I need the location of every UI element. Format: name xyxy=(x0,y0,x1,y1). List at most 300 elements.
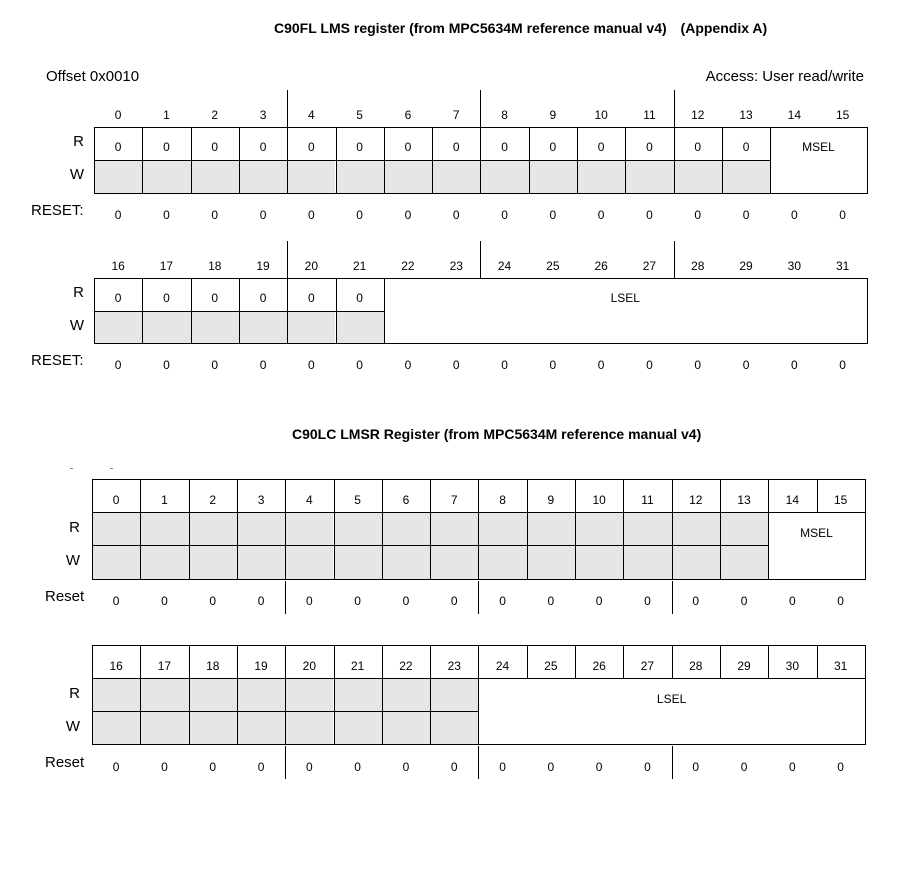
bit-number: 26 xyxy=(594,259,608,273)
write-cell xyxy=(336,160,384,193)
bit-divider xyxy=(527,512,528,580)
bit-number: 27 xyxy=(642,259,657,273)
read-value: 0 xyxy=(114,140,122,154)
nibble-divider xyxy=(674,90,675,128)
bit-divider xyxy=(768,512,769,580)
bit-number: 25 xyxy=(546,259,560,273)
bit-divider xyxy=(285,512,286,580)
bit-divider xyxy=(480,127,481,194)
read-cell xyxy=(237,678,285,711)
nibble-divider xyxy=(480,241,481,279)
fig1-offset: Offset 0x0010 xyxy=(46,68,140,85)
reset-value: 0 xyxy=(646,358,653,372)
bit-number: 17 xyxy=(157,659,172,673)
bit-divider xyxy=(623,512,624,580)
write-cell xyxy=(140,711,188,744)
fig1-title-text: C90FL LMS register (from MPC5634M reference manual v4) xyxy=(274,20,667,36)
bit-number: 20 xyxy=(304,259,319,273)
bit-divider xyxy=(334,512,335,580)
write-cell xyxy=(334,545,382,579)
bit-number: 16 xyxy=(111,259,125,273)
write-cell xyxy=(430,545,478,579)
bit-divider xyxy=(287,278,288,344)
reset-value: 0 xyxy=(112,760,120,774)
bit-number: 24 xyxy=(495,659,510,673)
bit-divider xyxy=(430,512,431,580)
bit-number: 31 xyxy=(833,659,848,673)
nibble-divider xyxy=(674,241,675,279)
reset-value: 0 xyxy=(644,760,651,774)
field-label: MSEL xyxy=(800,526,833,540)
nibble-divider xyxy=(478,746,479,779)
write-cell xyxy=(237,711,285,744)
reset-value: 0 xyxy=(452,208,460,222)
bit-divider xyxy=(94,127,95,194)
write-cell xyxy=(623,545,671,579)
bit-number: 4 xyxy=(306,493,313,507)
read-value: 0 xyxy=(308,291,315,305)
read-value: 0 xyxy=(211,140,219,154)
bit-number: 11 xyxy=(641,493,654,507)
bit-number: 12 xyxy=(691,108,705,122)
reset-value: 0 xyxy=(499,760,506,774)
bit-number: 1 xyxy=(161,493,168,507)
bit-number: 14 xyxy=(785,493,800,507)
bit-number: 8 xyxy=(499,493,506,507)
reset-value: 0 xyxy=(499,594,506,608)
bit-number: 24 xyxy=(497,259,512,273)
write-cell xyxy=(237,545,285,579)
bit-number: 30 xyxy=(787,259,802,273)
read-value: 0 xyxy=(308,140,315,154)
read-value: 0 xyxy=(356,291,363,305)
reset-value: 0 xyxy=(501,358,508,372)
read-value: 0 xyxy=(742,140,750,154)
write-cell xyxy=(191,160,239,193)
bit-number: 15 xyxy=(833,493,848,507)
reset-value: 0 xyxy=(161,594,168,608)
write-cell xyxy=(285,545,333,579)
bit-divider xyxy=(382,512,383,580)
row-label-w: W xyxy=(69,166,84,183)
write-cell xyxy=(92,711,140,744)
row-label-w: W xyxy=(65,718,80,735)
reset-value: 0 xyxy=(259,208,267,222)
reset-value: 0 xyxy=(354,760,361,774)
reset-value: 0 xyxy=(450,760,458,774)
bit-divider xyxy=(189,678,190,745)
bit-number: 21 xyxy=(352,259,367,273)
bit-divider xyxy=(189,512,190,580)
write-cell xyxy=(674,160,722,193)
reset-value: 0 xyxy=(163,358,170,372)
reset-label: RESET: xyxy=(31,202,84,219)
nibble-divider xyxy=(478,581,479,614)
bit-divider xyxy=(191,278,192,344)
bit-number: 19 xyxy=(254,659,268,673)
read-value: 0 xyxy=(163,140,170,154)
reset-value: 0 xyxy=(209,760,217,774)
reset-value: 0 xyxy=(646,208,653,222)
write-cell xyxy=(575,545,623,579)
write-cell xyxy=(722,160,770,193)
bit-number: 5 xyxy=(354,493,361,507)
reset-value: 0 xyxy=(163,208,170,222)
field-label: LSEL xyxy=(656,692,687,706)
reset-value: 0 xyxy=(692,760,700,774)
bit-number: 0 xyxy=(114,108,122,122)
register-right-border xyxy=(865,678,866,745)
bit-number: 7 xyxy=(452,108,460,122)
bit-number: 2 xyxy=(211,108,219,122)
read-cell xyxy=(575,512,623,545)
reset-value: 0 xyxy=(211,208,219,222)
bit-divider xyxy=(142,278,143,344)
reset-value: 0 xyxy=(595,594,603,608)
bit-divider xyxy=(770,127,771,194)
nibble-divider xyxy=(285,581,286,614)
bit-number: 13 xyxy=(737,493,751,507)
reset-value: 0 xyxy=(404,208,412,222)
write-cell xyxy=(189,711,237,744)
bit-number: 28 xyxy=(691,259,705,273)
read-cell xyxy=(334,512,382,545)
register-bottom-border xyxy=(94,343,868,344)
write-cell xyxy=(720,545,768,579)
bit-number: 6 xyxy=(402,493,410,507)
bit-number: 23 xyxy=(447,659,461,673)
row-label-r: R xyxy=(69,685,80,702)
bit-divider xyxy=(92,678,93,745)
read-cell xyxy=(478,512,526,545)
reset-value: 0 xyxy=(694,208,702,222)
bit-number: 4 xyxy=(308,108,315,122)
reset-label: Reset xyxy=(45,588,85,605)
reset-value: 0 xyxy=(450,594,458,608)
read-cell xyxy=(720,512,768,545)
write-cell xyxy=(384,160,432,193)
reset-value: 0 xyxy=(597,358,605,372)
reset-value: 0 xyxy=(694,358,702,372)
reset-value: 0 xyxy=(791,358,798,372)
bit-number: 12 xyxy=(689,493,703,507)
register-right-border xyxy=(867,127,868,194)
reset-value: 0 xyxy=(356,208,363,222)
bit-number: 7 xyxy=(450,493,458,507)
write-cell xyxy=(529,160,577,193)
reset-value: 0 xyxy=(402,760,410,774)
reset-value: 0 xyxy=(837,760,844,774)
bit-number: 18 xyxy=(206,659,220,673)
bit-number: 17 xyxy=(159,259,174,273)
reset-value: 0 xyxy=(306,760,313,774)
read-cell xyxy=(672,512,720,545)
reset-label: Reset xyxy=(45,754,85,771)
bit-divider xyxy=(191,127,192,194)
bit-number: 3 xyxy=(259,108,267,122)
write-cell xyxy=(527,545,575,579)
bit-divider xyxy=(529,127,530,194)
reset-value: 0 xyxy=(789,594,796,608)
nibble-divider xyxy=(287,241,288,279)
reset-value: 0 xyxy=(402,594,410,608)
reset-value: 0 xyxy=(742,358,750,372)
reset-value: 0 xyxy=(209,594,217,608)
bit-divider xyxy=(384,278,385,344)
bit-number: 0 xyxy=(112,493,120,507)
reset-value: 0 xyxy=(740,760,748,774)
write-cell xyxy=(239,311,287,343)
bit-divider xyxy=(478,678,479,745)
read-cell xyxy=(92,678,140,711)
write-cell xyxy=(94,160,142,193)
write-cell xyxy=(432,160,480,193)
bit-divider xyxy=(140,512,141,580)
reset-value: 0 xyxy=(161,760,168,774)
bit-number: 5 xyxy=(356,108,363,122)
register-right-border xyxy=(865,512,866,580)
write-cell xyxy=(142,311,190,343)
nibble-divider xyxy=(672,746,673,779)
read-value: 0 xyxy=(597,140,605,154)
read-value: 0 xyxy=(259,140,267,154)
read-value: 0 xyxy=(163,291,170,305)
bit-divider xyxy=(285,678,286,745)
reset-value: 0 xyxy=(257,594,265,608)
read-cell xyxy=(382,512,430,545)
reset-label: RESET: xyxy=(31,352,84,369)
write-cell xyxy=(92,545,140,579)
fig2-title: C90LC LMSR Register (from MPC5634M reference manual v4) xyxy=(292,426,702,442)
bit-number: 19 xyxy=(256,259,270,273)
bit-divider xyxy=(577,127,578,194)
bit-number: 30 xyxy=(785,659,800,673)
reset-value: 0 xyxy=(211,358,219,372)
bit-number: 10 xyxy=(592,493,606,507)
bit-number: 2 xyxy=(209,493,217,507)
read-cell xyxy=(430,512,478,545)
bit-number: 15 xyxy=(835,108,850,122)
bit-number: 27 xyxy=(640,659,655,673)
bit-divider xyxy=(237,512,238,580)
reset-value: 0 xyxy=(839,208,846,222)
read-value: 0 xyxy=(404,140,412,154)
bit-number: 20 xyxy=(302,659,317,673)
read-value: 0 xyxy=(694,140,702,154)
bit-divider xyxy=(625,127,626,194)
bit-divider xyxy=(336,278,337,344)
bit-divider xyxy=(336,127,337,194)
bit-number: 23 xyxy=(449,259,463,273)
reset-value: 0 xyxy=(595,760,603,774)
bit-number: 1 xyxy=(163,108,170,122)
reset-value: 0 xyxy=(259,358,267,372)
reset-value: 0 xyxy=(789,760,796,774)
bit-number: 14 xyxy=(787,108,802,122)
read-cell xyxy=(189,512,237,545)
bit-divider xyxy=(334,678,335,745)
read-cell xyxy=(140,678,188,711)
row-label-r: R xyxy=(73,284,84,301)
write-cell xyxy=(382,711,430,744)
reset-value: 0 xyxy=(644,594,651,608)
read-cell xyxy=(285,678,333,711)
bit-divider xyxy=(722,127,723,194)
row-label-r: R xyxy=(69,519,80,536)
bit-number: 11 xyxy=(643,108,656,122)
write-cell xyxy=(480,160,528,193)
read-cell xyxy=(189,678,237,711)
bit-number: 10 xyxy=(594,108,608,122)
fig2-scan-mark xyxy=(110,468,113,469)
read-cell xyxy=(92,512,140,545)
reset-value: 0 xyxy=(354,594,361,608)
write-cell xyxy=(430,711,478,744)
write-cell xyxy=(577,160,625,193)
bit-divider xyxy=(430,678,431,745)
bit-divider xyxy=(672,512,673,580)
bit-divider xyxy=(239,127,240,194)
reset-value: 0 xyxy=(257,760,265,774)
row-label-r: R xyxy=(73,133,84,150)
bit-number: 9 xyxy=(549,108,557,122)
bit-divider xyxy=(287,127,288,194)
write-cell xyxy=(287,160,335,193)
reset-value: 0 xyxy=(356,358,363,372)
bit-divider xyxy=(237,678,238,745)
bit-divider xyxy=(382,678,383,745)
write-cell xyxy=(94,311,142,343)
header-divider xyxy=(865,645,866,679)
read-cell xyxy=(140,512,188,545)
read-cell xyxy=(285,512,333,545)
bit-divider xyxy=(575,512,576,580)
read-cell xyxy=(623,512,671,545)
read-value: 0 xyxy=(646,140,653,154)
write-cell xyxy=(625,160,673,193)
reset-value: 0 xyxy=(791,208,798,222)
write-cell xyxy=(142,160,190,193)
bit-number: 29 xyxy=(737,659,751,673)
nibble-divider xyxy=(672,581,673,614)
write-cell xyxy=(191,311,239,343)
reset-value: 0 xyxy=(692,594,700,608)
read-value: 0 xyxy=(259,291,267,305)
read-cell xyxy=(430,678,478,711)
reset-value: 0 xyxy=(308,358,315,372)
reset-value: 0 xyxy=(308,208,315,222)
reset-value: 0 xyxy=(597,208,605,222)
read-value: 0 xyxy=(114,291,122,305)
read-cell xyxy=(527,512,575,545)
field-label: MSEL xyxy=(802,140,835,154)
reset-value: 0 xyxy=(549,208,557,222)
reset-value: 0 xyxy=(740,594,748,608)
reset-value: 0 xyxy=(114,208,122,222)
bit-divider xyxy=(94,278,95,344)
fig1-title xyxy=(274,20,767,36)
read-value: 0 xyxy=(549,140,557,154)
read-value: 0 xyxy=(356,140,363,154)
reset-value: 0 xyxy=(742,208,750,222)
bit-number: 28 xyxy=(689,659,703,673)
bit-number: 25 xyxy=(544,659,558,673)
reset-value: 0 xyxy=(452,358,460,372)
bit-number: 22 xyxy=(399,659,413,673)
bit-divider xyxy=(239,278,240,344)
write-cell xyxy=(140,545,188,579)
reset-value: 0 xyxy=(837,594,844,608)
bit-number: 18 xyxy=(208,259,222,273)
bit-number: 26 xyxy=(592,659,606,673)
bit-divider xyxy=(140,678,141,745)
reset-value: 0 xyxy=(547,760,555,774)
read-value: 0 xyxy=(211,291,219,305)
bit-divider xyxy=(478,512,479,580)
nibble-divider xyxy=(285,746,286,779)
bit-number: 31 xyxy=(835,259,850,273)
write-cell xyxy=(189,545,237,579)
bit-number: 22 xyxy=(401,259,415,273)
write-cell xyxy=(239,160,287,193)
read-cell xyxy=(237,512,285,545)
bit-number: 21 xyxy=(350,659,365,673)
field-label: LSEL xyxy=(610,291,640,305)
reset-value: 0 xyxy=(501,208,508,222)
bit-number: 29 xyxy=(739,259,753,273)
header-divider xyxy=(865,479,866,513)
reset-value: 0 xyxy=(549,358,557,372)
read-value: 0 xyxy=(501,140,508,154)
bit-number: 8 xyxy=(501,108,508,122)
reset-value: 0 xyxy=(112,594,120,608)
bit-divider xyxy=(720,512,721,580)
write-cell xyxy=(382,545,430,579)
reset-value: 0 xyxy=(404,358,412,372)
bit-divider xyxy=(432,127,433,194)
bit-divider xyxy=(92,512,93,580)
fig2-scan-mark xyxy=(70,468,73,469)
reset-value: 0 xyxy=(306,594,313,608)
row-label-w: W xyxy=(69,317,84,334)
write-cell xyxy=(285,711,333,744)
read-cell xyxy=(382,678,430,711)
bit-divider xyxy=(142,127,143,194)
reset-value: 0 xyxy=(839,358,846,372)
reset-value: 0 xyxy=(114,358,122,372)
bit-number: 6 xyxy=(404,108,412,122)
bit-number: 13 xyxy=(739,108,753,122)
write-cell xyxy=(672,545,720,579)
nibble-divider xyxy=(480,90,481,128)
write-cell xyxy=(287,311,335,343)
bit-divider xyxy=(674,127,675,194)
fig1-appendix: (Appendix A) xyxy=(680,20,768,36)
write-cell xyxy=(334,711,382,744)
nibble-divider xyxy=(287,90,288,128)
bit-number: 16 xyxy=(109,659,123,673)
reset-value: 0 xyxy=(547,594,555,608)
bit-number: 3 xyxy=(257,493,265,507)
bit-number: 9 xyxy=(547,493,555,507)
fig1-access: Access: User read/write xyxy=(705,68,864,85)
bit-divider xyxy=(384,127,385,194)
register-right-border xyxy=(867,278,868,344)
read-value: 0 xyxy=(452,140,460,154)
write-cell xyxy=(478,545,526,579)
read-cell xyxy=(334,678,382,711)
write-cell xyxy=(336,311,384,343)
